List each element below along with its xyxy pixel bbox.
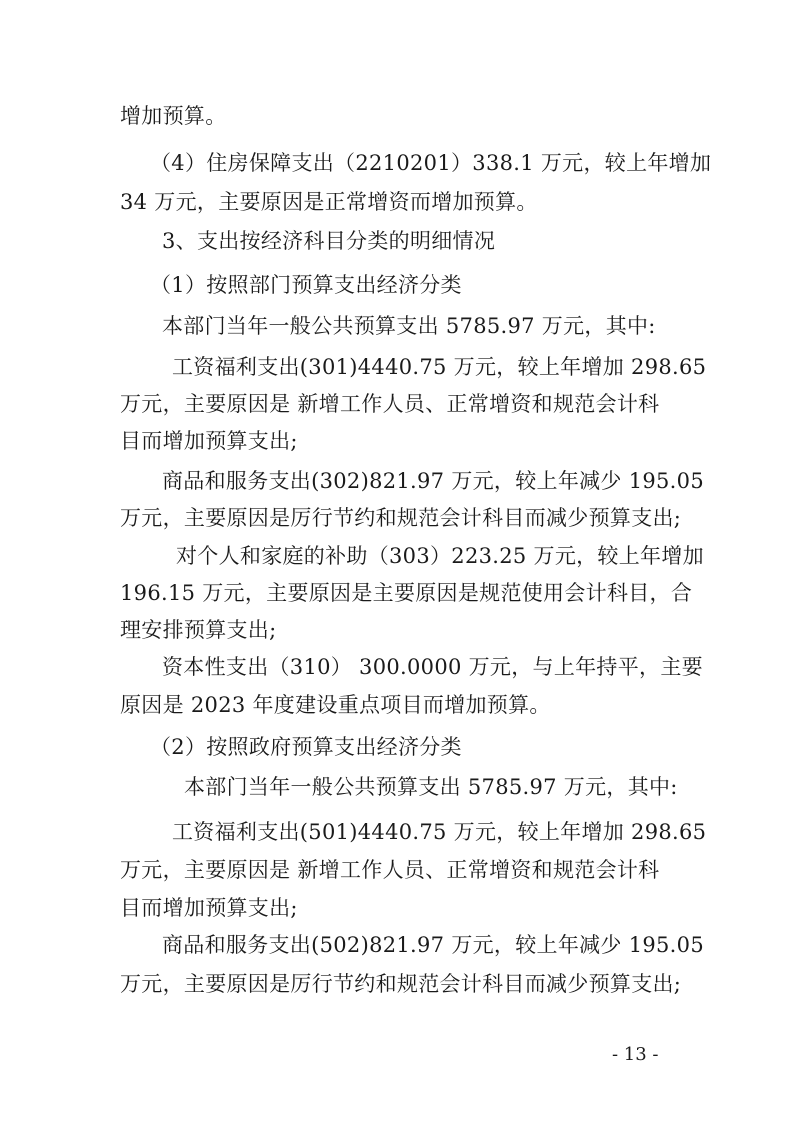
body-text-line: （4）住房保障支出（2210201）338.1 万元，较上年增加	[150, 151, 712, 175]
subsection-heading: （2）按照政府预算支出经济分类	[150, 735, 462, 759]
body-text-line: 万元，主要原因是厉行节约和规范会计科目而减少预算支出;	[120, 506, 682, 530]
body-text-line: 工资福利支出(501)4440.75 万元，较上年增加 298.65	[172, 820, 707, 844]
body-text-line: 工资福利支出(301)4440.75 万元，较上年增加 298.65	[172, 355, 707, 379]
section-heading: 3、支出按经济科目分类的明细情况	[162, 229, 496, 253]
body-text-line: 本部门当年一般公共预算支出 5785.97 万元，其中:	[184, 775, 678, 799]
subsection-heading: （1）按照部门预算支出经济分类	[150, 273, 462, 297]
body-text-line: 商品和服务支出(302)821.97 万元，较上年减少 195.05	[162, 469, 704, 493]
body-text-line: 商品和服务支出(502)821.97 万元，较上年减少 195.05	[162, 933, 704, 957]
body-text-line: 34 万元，主要原因是正常增资而增加预算。	[120, 190, 538, 214]
page-number: - 13 -	[612, 1044, 659, 1065]
body-text-line: 对个人和家庭的补助（303）223.25 万元，较上年增加	[176, 544, 704, 568]
body-text-line: 增加预算。	[120, 104, 227, 128]
body-text-line: 万元，主要原因是 新增工作人员、正常增资和规范会计科	[120, 858, 660, 882]
body-text-line: 资本性支出（310） 300.0000 万元，与上年持平，主要	[162, 655, 703, 679]
body-text-line: 目而增加预算支出;	[120, 429, 298, 453]
body-text-line: 理安排预算支出;	[120, 618, 277, 642]
body-text-line: 原因是 2023 年度建设重点项目而增加预算。	[120, 693, 551, 717]
body-text-line: 万元，主要原因是 新增工作人员、正常增资和规范会计科	[120, 392, 660, 416]
body-text-line: 万元，主要原因是厉行节约和规范会计科目而减少预算支出;	[120, 972, 682, 996]
body-text-line: 目而增加预算支出;	[120, 896, 298, 920]
body-text-line: 196.15 万元，主要原因是主要原因是规范使用会计科目，合	[120, 581, 693, 605]
body-text-line: 本部门当年一般公共预算支出 5785.97 万元，其中:	[162, 314, 656, 338]
